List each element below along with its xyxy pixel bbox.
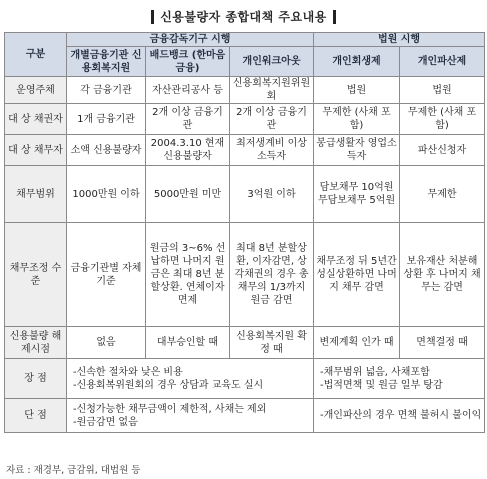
- table-cell: 3억원 이하: [230, 166, 314, 223]
- table-cell: 보유재산 처분해 상환 후 나머지 채무는 감면: [400, 223, 485, 327]
- table-row: [5, 77, 485, 104]
- page-title: 신용불량자 종합대책 주요내용: [151, 10, 336, 24]
- table-cell: 최저생계비 이상 소득자: [230, 135, 314, 166]
- table-cell: 각 금융기관: [67, 77, 146, 104]
- table-cell: 없음: [67, 327, 146, 359]
- table-cell: 5000만원 미만: [146, 166, 230, 223]
- group-header-financial: 금융감독기구 시행: [67, 33, 314, 47]
- pros-row: [5, 359, 485, 399]
- cons-item: -원금감면 없음: [73, 416, 138, 428]
- column-header: 개인회생제: [314, 47, 400, 77]
- table-cell: 원금의 3~6% 선납하면 나머지 원금은 최대 8년 분할상환. 연체이자 면제: [146, 223, 230, 327]
- column-header: 개별금융기관 신용회복지원: [67, 47, 146, 77]
- table-cell: 1000만원 이하: [67, 166, 146, 223]
- table-cell: 자산관리공사 등: [146, 77, 230, 104]
- table-cell: 대부승인할 때: [146, 327, 230, 359]
- table-cell: 채무조정 뒤 5년간 성실상환하면 나머지 채무 감면: [314, 223, 400, 327]
- pros-financial: [67, 359, 314, 399]
- table-cell: 2개 이상 금융기관: [146, 104, 230, 135]
- table-cell: 금융기관별 자체 기준: [67, 223, 146, 327]
- table-row: [5, 223, 485, 327]
- table-cell: 법원: [314, 77, 400, 104]
- table-cell: 무제한: [400, 166, 485, 223]
- source-note: 자료 : 재경부, 금감위, 대법원 등: [6, 465, 141, 476]
- row-label: 운영주체: [5, 77, 67, 104]
- column-header: 개인파산제: [400, 47, 485, 77]
- title-container: [0, 6, 487, 25]
- row-label: 채무조정 수 준: [5, 223, 67, 327]
- table-cell: 2004.3.10 현재 신용불량자: [146, 135, 230, 166]
- table-cell: 소액 신용불량자: [67, 135, 146, 166]
- table-cell: 무제한 (사채 포함): [314, 104, 400, 135]
- cons-court: [314, 399, 485, 433]
- table-row: [5, 327, 485, 359]
- row-label: 채무범위: [5, 166, 67, 223]
- column-header: 배드뱅크 (한마음금융): [146, 47, 230, 77]
- table-cell: 변제계획 인가 때: [314, 327, 400, 359]
- table-row: [5, 135, 485, 166]
- pros-label: 장 점: [5, 359, 67, 399]
- table-cell: 무제한 (사채 포함): [400, 104, 485, 135]
- row-label: 신용불량 해제시점: [5, 327, 67, 359]
- table-cell: 최대 8년 분할상환, 이자감면, 상각채권의 경우 총채무의 1/3까지 원금 감면: [230, 223, 314, 327]
- cons-item: -개인파산의 경우 면책 불허시 불이익: [320, 410, 482, 421]
- pros-court: [314, 359, 485, 399]
- table-row: [5, 166, 485, 223]
- table-cell: 신용회복지원 확정 때: [230, 327, 314, 359]
- pros-item: -채무범위 넓음, 사채포함: [320, 366, 430, 378]
- cons-label: 단 점: [5, 399, 67, 433]
- table-cell: 봉급생활자 영업소득자: [314, 135, 400, 166]
- column-header: 개인워크아웃: [230, 47, 314, 77]
- cons-row: [5, 399, 485, 433]
- group-header-court: 법원 시행: [314, 33, 485, 47]
- table-cell: 담보채무 10억원 무담보채무 5억원: [314, 166, 400, 223]
- cons-financial: [67, 399, 314, 433]
- pros-item: -법적면책 및 원금 일부 탕감: [320, 379, 443, 391]
- row-label: 대 상 채권자: [5, 104, 67, 135]
- table-cell: 법원: [400, 77, 485, 104]
- table-cell: 1개 금융기관: [67, 104, 146, 135]
- table-cell: 파산신청자: [400, 135, 485, 166]
- policy-table: [4, 32, 485, 433]
- table-cell: 면책결정 때: [400, 327, 485, 359]
- row-label: 대 상 채무자: [5, 135, 67, 166]
- table-cell: 2개 이상 금융기관: [230, 104, 314, 135]
- table-row: [5, 104, 485, 135]
- pros-item: -신용회복위원회의 경우 상담과 교육도 실시: [73, 379, 264, 391]
- table-cell: 신용회복지원위원회: [230, 77, 314, 104]
- pros-item: -신속한 절차와 낮은 비용: [73, 366, 183, 378]
- corner-header: 구분: [5, 33, 67, 77]
- cons-item: -신청가능한 채무금액이 제한적, 사채는 제외: [73, 403, 267, 415]
